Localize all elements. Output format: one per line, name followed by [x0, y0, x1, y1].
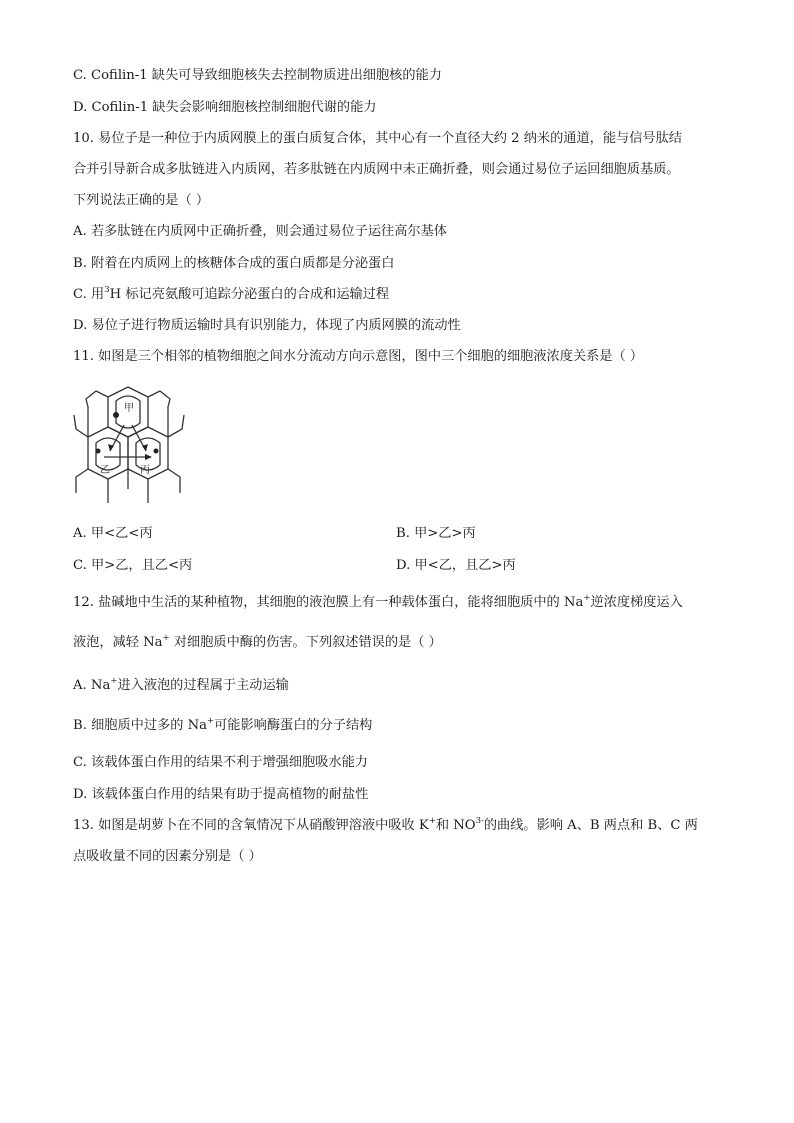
q13-stem-line1-mid: 和 NO	[435, 818, 476, 833]
plant-cells-figure	[70, 385, 188, 509]
q12-stem-line1-pre: 12. 盐碱地中生活的某种植物，其细胞的液泡膜上有一种载体蛋白，能将细胞质中的 Na	[73, 595, 584, 610]
q12-option-b-post: 可能影响酶蛋白的分子结构	[214, 718, 373, 733]
q12-option-b-pre: B. 细胞质中过多的 Na	[73, 718, 207, 733]
q11-option-b: B. 甲>乙>丙	[396, 526, 476, 541]
q12-stem-line1-superscript: +	[583, 592, 591, 603]
q13-stem-line1-superscript-1: +	[428, 815, 436, 826]
arrowhead	[145, 454, 152, 460]
q12-option-a-post: 进入液泡的过程属于主动运输	[117, 678, 289, 693]
q13-stem-line2: 点吸收量不同的因素分别是（ ）	[73, 849, 262, 864]
q12-stem-line1	[73, 594, 683, 612]
q12-option-b	[73, 717, 372, 735]
q13-stem-line1	[73, 817, 698, 835]
nucleus-yi	[96, 449, 101, 454]
q12-option-a-pre: A. Na	[73, 678, 111, 693]
q11-option-d: D. 甲<乙，且乙>丙	[396, 558, 516, 573]
q10-stem-line3: 下列说法正确的是（ ）	[73, 193, 210, 208]
cell-yi-label: 乙	[100, 465, 110, 476]
q11-option-c: C. 甲>乙，且乙<丙	[73, 558, 193, 573]
q9-option-c: C. Cofilin-1 缺失可导致细胞核失去控制物质进出细胞核的能力	[73, 68, 442, 83]
cell-jia-label: 甲	[124, 403, 134, 414]
surrounding-cell-wall	[168, 415, 184, 437]
q13-stem-line1-post: 的曲线。影响 A、B 两点和 B、C 两	[483, 818, 698, 833]
surrounding-cell-wall	[168, 469, 180, 493]
q12-option-c: C. 该载体蛋白作用的结果不利于增强细胞吸水能力	[73, 755, 368, 770]
q12-stem-line2-pre: 液泡，减轻 Na	[73, 635, 163, 650]
q10-option-d: D. 易位子进行物质运输时具有识别能力，体现了内质网膜的流动性	[73, 318, 461, 333]
q10-option-c-superscript: 3	[104, 284, 110, 295]
q10-option-a: A. 若多肽链在内质网中正确折叠，则会通过易位子运往高尔基体	[73, 224, 447, 239]
surrounding-cell-wall	[76, 469, 88, 493]
nucleus-jia	[113, 412, 119, 418]
q12-stem-line2	[73, 634, 442, 652]
surrounding-cell-wall	[74, 415, 88, 437]
q12-option-d: D. 该载体蛋白作用的结果有助于提高植物的耐盐性	[73, 787, 369, 802]
q10-stem-line1: 10. 易位子是一种位于内质网膜上的蛋白质复合体，其中心有一个直径大约 2 纳米的通道，能与信号肽结	[73, 131, 682, 146]
q10-stem-line2: 合并引导新合成多肽链进入内质网，若多肽链在内质网中未正确折叠，则会通过易位子运回细胞质基质。	[73, 162, 680, 177]
q10-option-c	[73, 286, 389, 304]
q12-option-a	[73, 677, 289, 695]
q13-stem-line1-superscript-2: 3-	[475, 815, 484, 826]
surrounding-cell-wall	[148, 391, 170, 437]
q10-option-c-pre: C. 用	[73, 287, 105, 302]
q12-option-a-superscript: +	[110, 675, 118, 686]
q11-option-a: A. 甲<乙<丙	[73, 526, 153, 541]
nucleus-bing	[154, 449, 159, 454]
q12-option-b-superscript: +	[206, 715, 215, 726]
q12-stem-line1-post: 逆浓度梯度运入	[590, 595, 683, 610]
q12-stem-line2-post: 对细胞质中酶的伤害。下列叙述错误的是（ ）	[169, 635, 442, 650]
q11-stem: 11. 如图是三个相邻的植物细胞之间水分流动方向示意图，图中三个细胞的细胞液浓度关系是（ ）	[73, 349, 644, 364]
q9-option-d: D. Cofilin-1 缺失会影响细胞核控制细胞代谢的能力	[73, 100, 377, 115]
q12-stem-line2-superscript: +	[162, 632, 170, 643]
q10-option-b: B. 附着在内质网上的核糖体合成的蛋白质都是分泌蛋白	[73, 256, 395, 271]
surrounding-cell-wall	[86, 391, 108, 437]
cell-bing-label: 丙	[140, 465, 150, 476]
q13-stem-line1-pre: 13. 如图是胡萝卜在不同的含氧情况下从硝酸钾溶液中吸收 K	[73, 818, 429, 833]
q10-option-c-post: H 标记亮氨酸可追踪分泌蛋白的合成和运输过程	[109, 287, 390, 302]
